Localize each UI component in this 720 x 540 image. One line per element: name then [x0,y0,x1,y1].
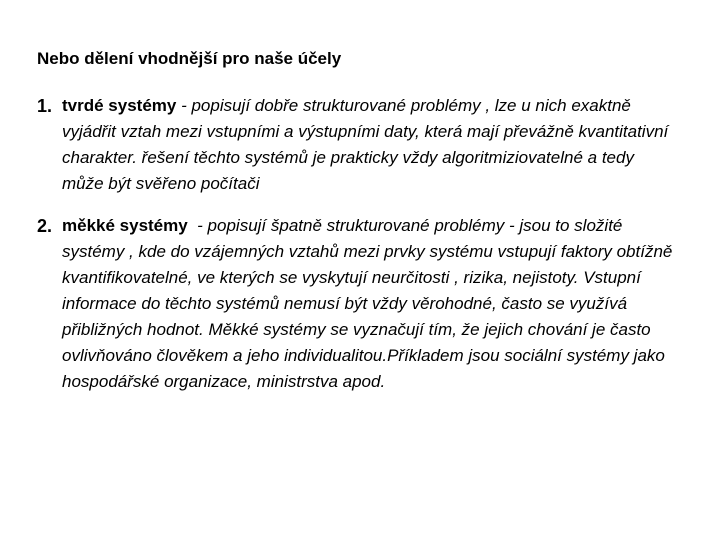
term-soft-systems: měkké systémy [62,216,188,235]
term-hard-systems: tvrdé systémy [62,96,177,115]
list-item-text [62,213,677,395]
slide-heading: Nebo dělení vhodnější pro naše účely [37,49,342,68]
list-item-number: 1. [37,96,53,116]
description-hard-systems: - popisují dobře strukturované problémy , lze u nich exaktně vyjádřit vztah mezi vstupními a výstupními daty, která mají převážně kvantitativní charakter. řešení těchto systémů je prakticky vždy algoritmiziovatelné a tedy může být svěřeno počítači [62,96,669,193]
list-item-soft-systems [37,213,677,395]
list-item-number: 2. [37,216,53,236]
description-soft-systems: - popisují špatně strukturované problémy - jsou to složité systémy , kde do vzájemných vztahů mezi prvky systému vstupují faktory obtížně kvantifikovatelné, ve kterých se vyskytují neurčitosti , rizika, nejistoty. Vstupní informace do těchto systémů nemusí být vždy věrohodné, často se využívá přibližných hodnot. Měkké systémy se vyznačují tím, že jejich chování je často ovlivňováno člověkem a jeho individualitou.Příkladem jsou sociální systémy jako hospodářské organizace, ministrstva apod. [62,216,678,391]
list-item-text [62,93,677,197]
list-item-hard-systems [37,93,677,197]
